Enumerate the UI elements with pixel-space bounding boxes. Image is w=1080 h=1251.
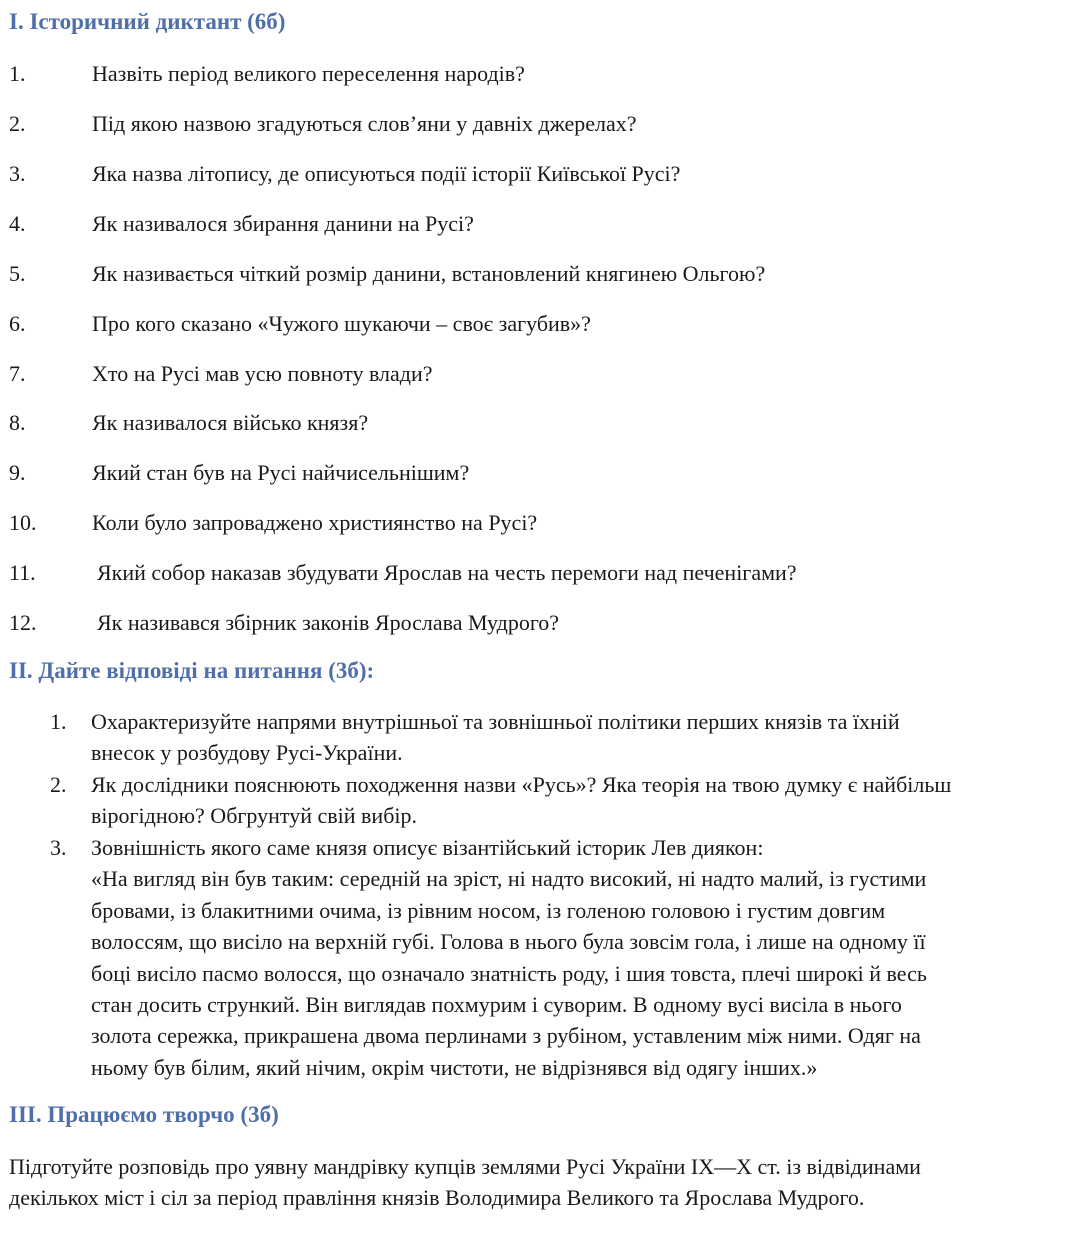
text-line: вірогідною? Обгрунтуй свій вибір. (91, 803, 417, 829)
question-text: Який собор наказав збудувати Ярослав на честь перемоги над печенігами? (97, 560, 797, 585)
text-line: внесок у розбудову Русі-України. (91, 740, 403, 766)
question-text: Яка назва літопису, де описуються події історії Київської Русі? (92, 161, 681, 186)
question-number: 7. (9, 361, 26, 386)
question-text: Під якою назвою згадуються слов’яни у давніх джерелах? (92, 111, 637, 136)
question-number: 12. (9, 610, 37, 635)
item-number: 2. (50, 772, 67, 797)
quote-line: бровами, із блакитними очима, із рівним носом, із голеною головою і густим довгим (91, 897, 886, 923)
quote-line: золота сережка, прикрашена двома перлинами з рубіном, уставленим між ними. Одяг на (91, 1023, 921, 1049)
text-line: Підготуйте розповідь про уявну мандрівку купців землями Русі України IX—X ст. із відвідинами (9, 1154, 921, 1179)
text-line: Як дослідники пояснюють походження назви «Русь»? Яка теорія на твою думку є найбільш (91, 772, 952, 797)
text-line: Охарактеризуйте напрями внутрішньої та зовнішньої політики перших князів та їхній (91, 709, 900, 734)
question-text: Як називалося збирання данини на Русі? (92, 211, 474, 236)
question-text: Як називався збірник законів Ярослава Мудрого? (97, 610, 560, 635)
question-number: 6. (9, 311, 26, 336)
text-line: Зовнішність якого саме князя описує візантійський історик Лев диякон: (91, 835, 764, 860)
question-number: 3. (9, 161, 26, 186)
question-text: Який стан був на Русі найчисельнішим? (92, 460, 470, 485)
question-number: 10. (9, 510, 37, 535)
item-text (91, 769, 1076, 832)
text-line: декількох міст і сіл за період правління князів Володимира Великого та Ярослава Мудрого. (9, 1185, 865, 1210)
question-number: 9. (9, 460, 26, 485)
task-paragraph (9, 1151, 921, 1213)
quote-line: волоссям, що висіло на верхній губі. Голова в нього була зовсім гола, і лише на одному її (91, 929, 926, 955)
quote-line: боці висіло пасмо волосся, що означало знатність роду, і шия товста, плечі широкі й весь (91, 960, 927, 986)
section-3-title: III. Працюємо творчо (3б) (9, 1102, 279, 1127)
question-text: Про кого сказано «Чужого шукаючи – своє загубив»? (92, 311, 591, 336)
question-text: Як називалося військо князя? (92, 410, 369, 435)
item-number: 1. (50, 709, 67, 734)
question-text: Хто на Русі мав усю повноту влади? (92, 361, 433, 386)
item-text (91, 832, 1076, 1083)
question-number: 4. (9, 211, 26, 236)
question-number: 8. (9, 410, 26, 435)
question-number: 2. (9, 111, 26, 136)
question-number: 11. (9, 560, 36, 585)
question-text: Коли було запроваджено християнство на Русі? (92, 510, 538, 535)
quote-line: «На вигляд він був таким: середній на зріст, ні надто високий, ні надто малий, із густими (91, 866, 927, 892)
item-text (91, 706, 1076, 769)
quote-line: ньому був білим, який нічим, окрім чистоти, не відрізнявся від одягу інших.» (91, 1054, 818, 1080)
question-text: Назвіть період великого переселення народів? (92, 61, 525, 86)
item-number: 3. (50, 835, 67, 860)
question-text: Як називається чіткий розмір данини, встановлений княгинею Ольгою? (92, 261, 766, 286)
question-number: 1. (9, 61, 26, 86)
section-1-title: I. Історичний диктант (6б) (9, 9, 286, 34)
quote-line: стан досить стрункий. Він виглядав похмурим і суворим. В одному вусі висіла в нього (91, 992, 902, 1018)
question-number: 5. (9, 261, 26, 286)
section-2-title: II. Дайте відповіді на питання (3б): (9, 658, 375, 683)
